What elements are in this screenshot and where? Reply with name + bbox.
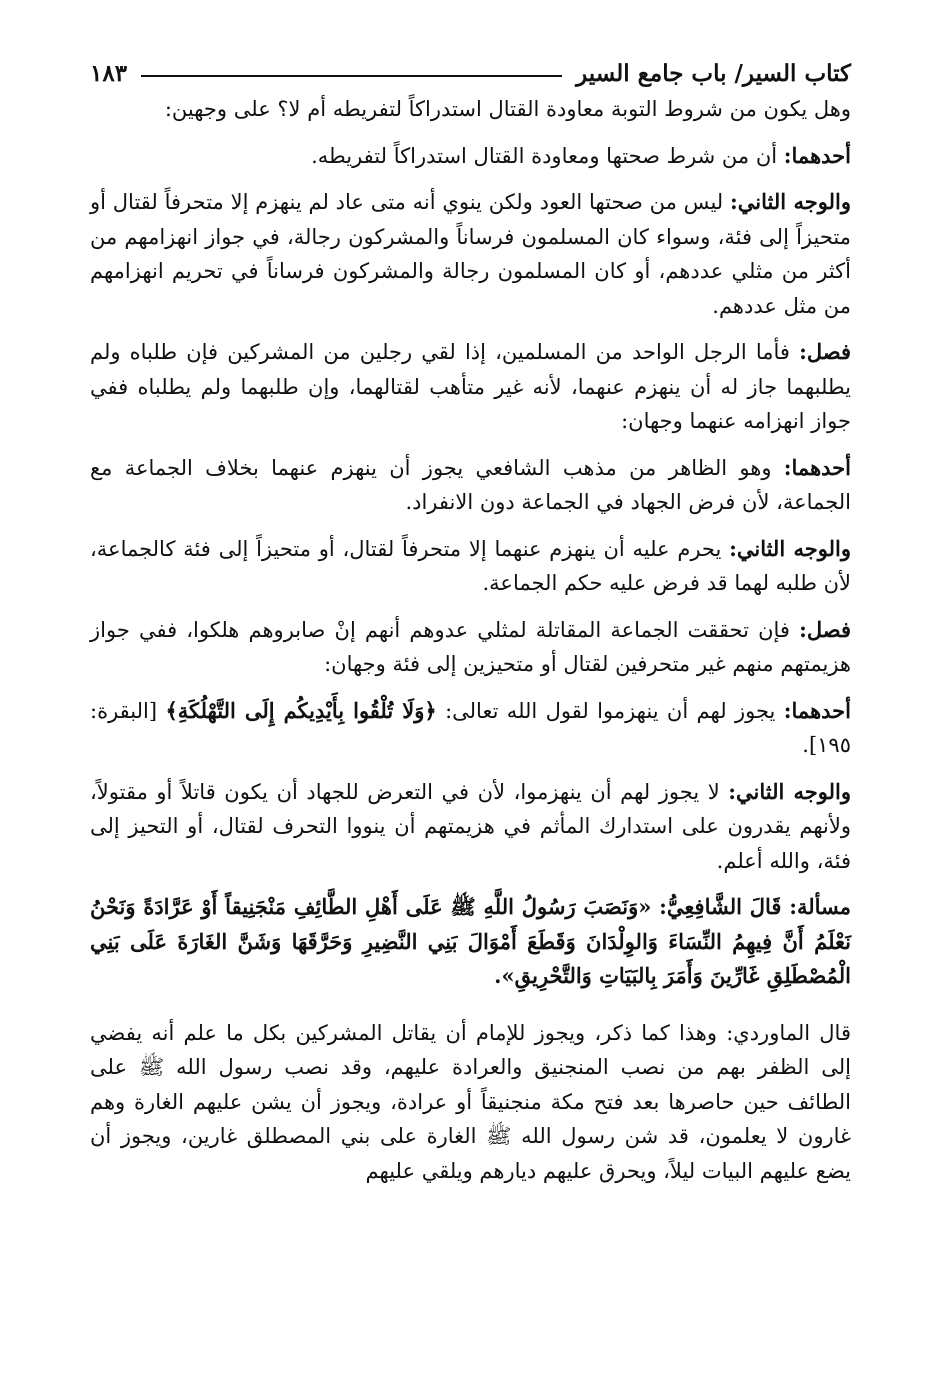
header-rule bbox=[141, 75, 562, 77]
paragraph-lead: أحدهما: bbox=[783, 697, 851, 723]
paragraph-text: أن من شرط صحتها ومعاودة القتال استدراكاً لتفريطه. bbox=[311, 143, 784, 168]
paragraph-text: فأما الرجل الواحد من المسلمين، إذا لقي رجلين من المشركين فإن طلباه ولم يطلبهما جاز له أن ينهزم عنهما، لأنه غير متأهب لقتالهما، وإن طلبهما ولم يطلباه ففي جواز انهزامه عنهما وجهان: bbox=[90, 340, 851, 433]
paragraph-text: قال الماوردي: وهذا كما ذكر، ويجوز للإمام أن يقاتل المشركين بكل ما علم أنه يفضي إلى الظفر بهم من نصب المنجنيق والعرادة عليهم، وقد نصب رسول الله ﷺ على الطائف حين حاصرها بعد فتح مكة منجنيقاً أو عرادة، ويجوز أن يشن عليهم الغارة وهم غارون لا يعلمون، قد شن رسول الله ﷺ الغارة على بني المصطلق غارين، ويجوز أن يضع عليهم البيات ليلاً، ويحرق عليهم ديارهم ويلقي عليهم bbox=[90, 1020, 851, 1183]
paragraph-lead: أحدهما: bbox=[783, 142, 851, 168]
paragraph-10 bbox=[90, 890, 851, 994]
paragraph-lead: والوجه الثاني: bbox=[728, 778, 851, 804]
section-lead: فصل: bbox=[799, 616, 851, 642]
paragraph-9 bbox=[90, 775, 851, 879]
paragraph-lead: والوجه الثاني: bbox=[730, 189, 851, 214]
section-lead: فصل: bbox=[799, 339, 851, 364]
verse-citation: [البقرة: ١٩٥]. bbox=[90, 698, 851, 757]
paragraph-2 bbox=[90, 139, 851, 174]
paragraph-text: وهو الظاهر من مذهب الشافعي يجوز أن ينهزم عنهما بخلاف الجماعة مع الجماعة، لأن فرض الجهاد في الجماعة دون الانفراد. bbox=[90, 455, 851, 514]
page-number: ١٨٣ bbox=[90, 59, 128, 87]
paragraph-7 bbox=[90, 613, 851, 682]
paragraph-11 bbox=[90, 1016, 851, 1189]
paragraph-1 bbox=[90, 92, 851, 127]
paragraph-5 bbox=[90, 451, 851, 520]
shafii-quote: «وَنَصَبَ رَسُولُ اللَّهِ ﷺ عَلَى أَهْلِ الطَّائِفِ مَنْجَنِيقاً أَوْ عَرَّادَةً وَنَحْنُ نَعْلَمُ أَنَّ فِيهِمُ النِّسَاءَ وَالوِلْدَانَ وَقَطَعَ أَمْوَالَ بَنِي النَّضِيرِ وَحَرَّقَهَا وَشَنَّ الغَارَةَ عَلَى بَنِي الْمُصْطَلِقِ غَارِّينَ وَأَمَرَ بِالبَيَاتِ وَالتَّحْرِيقِ». bbox=[90, 894, 851, 988]
paragraph-6 bbox=[90, 532, 851, 601]
paragraph-lead: والوجه الثاني: bbox=[729, 535, 852, 561]
paragraph-lead: أحدهما: bbox=[783, 454, 851, 480]
quran-verse: ﴿وَلَا تُلْقُوا بِأَيْدِيكُم إِلَى التَّهْلُكَةِ﴾ bbox=[165, 697, 437, 723]
paragraph-text: يحرم عليه أن ينهزم عنهما إلا متحرفاً لقتال، أو متحيزاً إلى فئة كالجماعة، لأن طلبه لهما قد فرض عليه حكم الجماعة. bbox=[90, 536, 851, 595]
paragraph-3 bbox=[90, 185, 851, 323]
paragraph-text: يجوز لهم أن ينهزموا لقول الله تعالى: bbox=[436, 698, 784, 723]
paragraph-4 bbox=[90, 335, 851, 439]
masala-lead: مسألة: قَالَ الشَّافِعِيُّ: bbox=[659, 894, 851, 919]
paragraph-text: لا يجوز لهم أن ينهزموا، لأن في التعرض للجهاد أن يكون قاتلاً أو مقتولاً، ولأنهم يقدرون على استدارك المأثم في هزيمتهم أن ينووا التحرف لقتال، أو التحيز إلى فئة، والله أعلم. bbox=[90, 779, 851, 873]
paragraph-text: وهل يكون من شروط التوبة معاودة القتال استدراكاً لتفريطه أم لا؟ على وجهين: bbox=[164, 97, 851, 121]
paragraph-text: ليس من صحتها العود ولكن ينوي أنه متى عاد لم ينهزم إلا متحرفاً لقتال أو متحيزاً إلى فئة، وسواء كان المسلمون فرساناً والمشركون رجالة، في جواز انهزامهم من أكثر من مثلي عددهم، أو كان المسلمون رجالة والمشركون فرساناً في تحريم انهزامهم من مثل عددهم. bbox=[90, 190, 851, 318]
paragraph-8 bbox=[90, 694, 851, 763]
page-header bbox=[90, 58, 851, 88]
paragraph-text: فإن تحققت الجماعة المقاتلة لمثلي عدوهم أنهم إنْ صابروهم هلكوا، ففي جواز هزيمتهم منهم غير متحرفين لقتال أو متحيزين إلى فئة وجهان: bbox=[90, 617, 851, 676]
running-title: كتاب السير/ باب جامع السير bbox=[576, 59, 851, 87]
